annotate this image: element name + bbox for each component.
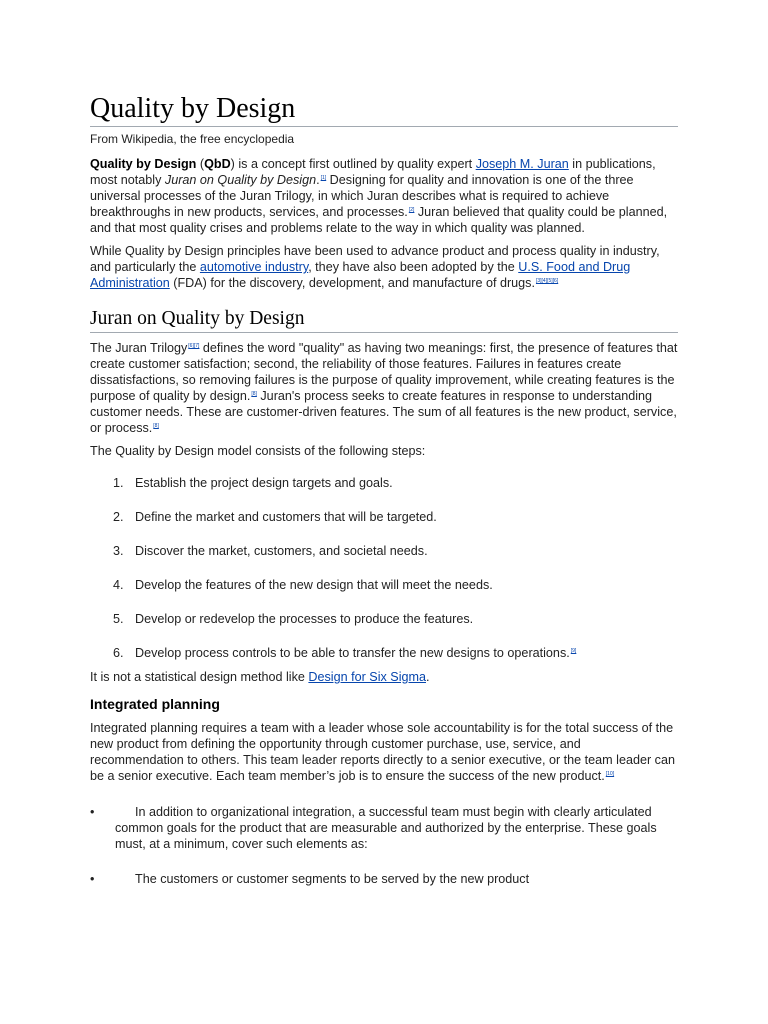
intro-paragraph-1: Quality by Design (QbD) is a concept first outlined by quality expert Joseph M. Juran in publications, most notably Juran on Quality by Design.[1] Designing for quality and innovation is one of the three universal processes of the Juran Trilogy, in which Juran describes what is required to achieve breakthroughs in new products, services, and processes.[2] Juran believed that quality could be planned, and that most quality crises and problems relate to the way in which quality was planned. <box>90 157 668 235</box>
link-design-for-six-sigma[interactable]: Design for Six Sigma <box>308 670 426 684</box>
list-item: 1. Establish the project design targets and goals. <box>113 476 393 490</box>
section1-paragraph-3: It is not a statistical design method like Design for Six Sigma. <box>90 670 430 684</box>
citation-ref[interactable]: [6][7] <box>188 342 200 349</box>
list-item: • The customers or customer segments to be served by the new product <box>90 872 530 886</box>
bold-abbr: QbD <box>204 157 231 171</box>
italic-book-title: Juran on Quality by Design <box>164 173 317 187</box>
citation-ref[interactable]: [10] <box>605 770 615 777</box>
link-joseph-juran[interactable]: Joseph M. Juran <box>475 157 569 171</box>
intro-paragraph-2: While Quality by Design principles have been used to advance product and process quality in industry, and particularly the automotive industry, they have also been adopted by the U.S. Food and Drug Administration (FDA) for the discovery, development, and manufacture of drugs.[3][4][5][6] <box>90 244 660 290</box>
list-item: 3. Discover the market, customers, and societal needs. <box>113 544 428 558</box>
bullet-icon: • <box>90 805 95 819</box>
list-item: 6. Develop process controls to be able to transfer the new designs to operations.[9] <box>113 646 577 660</box>
subsection-paragraph-1: Integrated planning requires a team with a leader whose sole accountability is for the total success of the new product from defining the opportunity through customer purchase, use, service, and recommendation to others. This team leader reports directly to a senior executive, or the team leader can be a senior executive. Each team member’s job is to ensure the success of the new product.[10] <box>90 721 675 783</box>
site-tagline: From Wikipedia, the free encyclopedia <box>90 132 295 146</box>
steps-list <box>90 475 678 669</box>
list-item: 2. Define the market and customers that will be targeted. <box>113 510 437 524</box>
list-item: • In addition to organizational integration, a successful team must begin with clearly articulated common goals for the product that are measurable and authorized by the enterprise. These goals must, at a minimum, cover such elements as: <box>90 805 657 851</box>
list-item: 5. Develop or redevelop the processes to produce the features. <box>113 612 474 626</box>
link-automotive-industry[interactable]: automotive industry <box>199 260 309 274</box>
section-heading-juran: Juran on Quality by Design <box>90 307 678 333</box>
section1-paragraph-2: The Quality by Design model consists of the following steps: <box>90 444 426 458</box>
list-item: 4. Develop the features of the new design that will meet the needs. <box>113 578 493 592</box>
citation-ref[interactable]: [8] <box>251 390 257 397</box>
bullet-icon: • <box>90 872 95 886</box>
citation-ref[interactable]: [3][4][5][6] <box>535 277 559 284</box>
citation-ref[interactable]: [1] <box>320 174 327 181</box>
citation-ref[interactable]: [2] <box>408 206 415 213</box>
citation-ref[interactable]: [9] <box>570 647 577 654</box>
link-fda[interactable]: U.S. Food and Drug Administration <box>90 260 631 290</box>
bullet-list <box>90 804 678 887</box>
section1-paragraph-1: The Juran Trilogy[6][7] defines the word "quality" as having two meanings: first, the presence of features that create customer satisfaction; second, the reliability of those features. Failures in features create dissatisfactions, so removing failures is the purpose of quality improvement, while creating features is the purpose of quality by design.[8] Juran's process seeks to create features in response to understanding customer needs. These are customer-driven features. The sum of all features is the new product, service, or process.[8] <box>90 341 678 435</box>
subsection-heading-integrated-planning: Integrated planning <box>90 696 220 712</box>
citation-ref[interactable]: [8] <box>153 422 159 429</box>
bold-term: Quality by Design <box>90 157 197 171</box>
page-title: Quality by Design <box>90 0 678 127</box>
